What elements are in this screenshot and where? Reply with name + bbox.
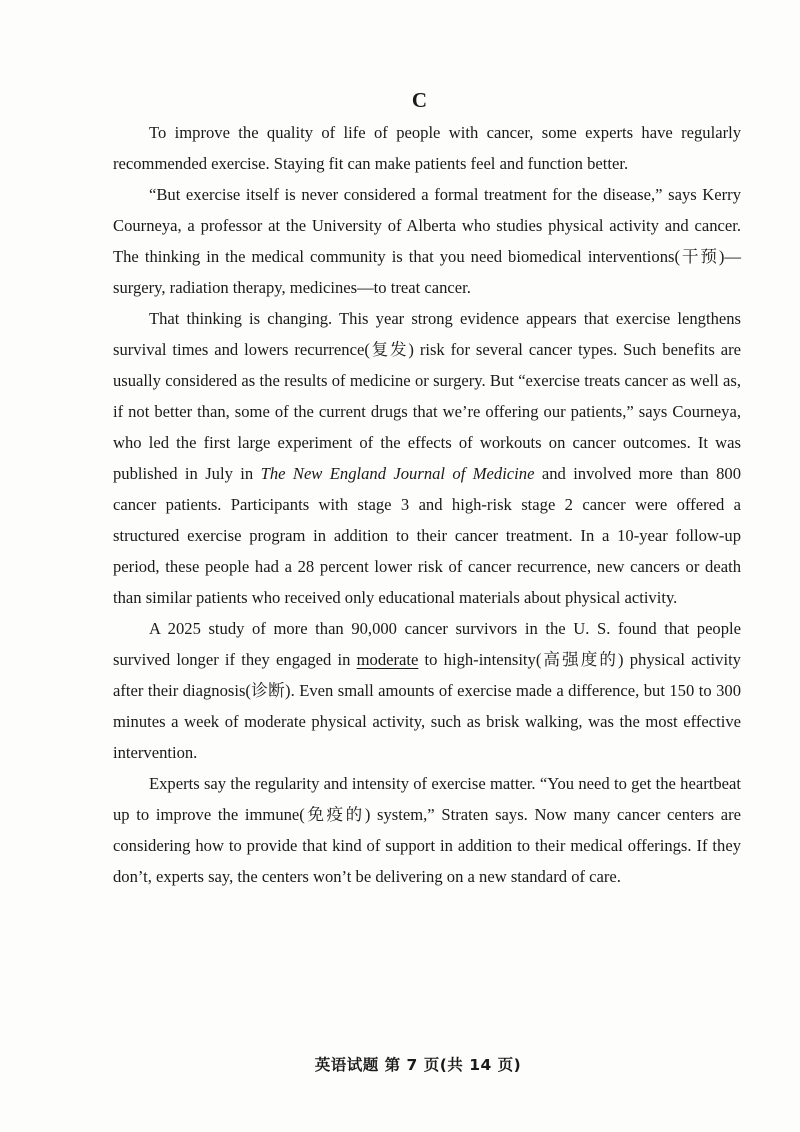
paragraph-4-part2: to high-intensity(高强度的) physical activity after their diagnosis(诊断). Even small amounts of exercise made a difference, but 150 to 300 minutes a week of moderate physical activity, such as brisk walking, was the most effective intervention. (113, 650, 741, 762)
paragraph-2: “But exercise itself is never considered a formal treatment for the disease,” says Kerry Courneya, a professor at the University of Alberta who studies physical activity and cancer. The thinking in the medical community is that you need biomedical interventions(干预)—surgery, radiation therapy, medicines—to treat cancer. (113, 185, 741, 297)
paragraph-3 (113, 303, 741, 613)
paragraph-3-part2: and involved more than 800 cancer patients. Participants with stage 3 and high-risk stage 2 cancer were offered a structured exercise program in addition to their cancer treatment. In a 10-year follow-up period, these people had a 28 percent lower risk of cancer recurrence, new cancers or death than similar patients who received only educational materials about physical activity. (113, 464, 742, 607)
journal-title: The New England Journal of Medicine (260, 464, 535, 483)
paragraph-3-part1: That thinking is changing. This year strong evidence appears that exercise lengthens survival times and lowers recurrence(复发) risk for several cancer types. Such benefits are usually considered as the results of medicine or surgery. But “exercise treats cancer as well as, if not better than, some of the current drugs that we’re offering our patients,” says Courneya, who led the first large experiment of the effects of workouts on cancer outcomes. It was published in July in (113, 309, 741, 483)
section-title: C (411, 88, 429, 112)
underlined-word: moderate (356, 650, 419, 669)
paragraph-4 (113, 613, 741, 768)
paragraph-4-part1: A 2025 study of more than 90,000 cancer survivors in the U. S. found that people survived longer if they engaged in (113, 619, 741, 669)
page-footer: 英语试题 第 7 页(共 14 页) (314, 1056, 522, 1074)
passage-body (113, 117, 741, 892)
paragraph-5: Experts say the regularity and intensity of exercise matter. “You need to get the heartbeat up to improve the immune(免疫的) system,” Straten says. Now many cancer centers are considering how to provide that kind of support in addition to their medical offerings. If they don’t, experts say, the centers won’t be delivering on a new standard of care. (113, 774, 741, 886)
paragraph-1: To improve the quality of life of people with cancer, some experts have regularly recommended exercise. Staying fit can make patients feel and function better. (113, 123, 741, 173)
